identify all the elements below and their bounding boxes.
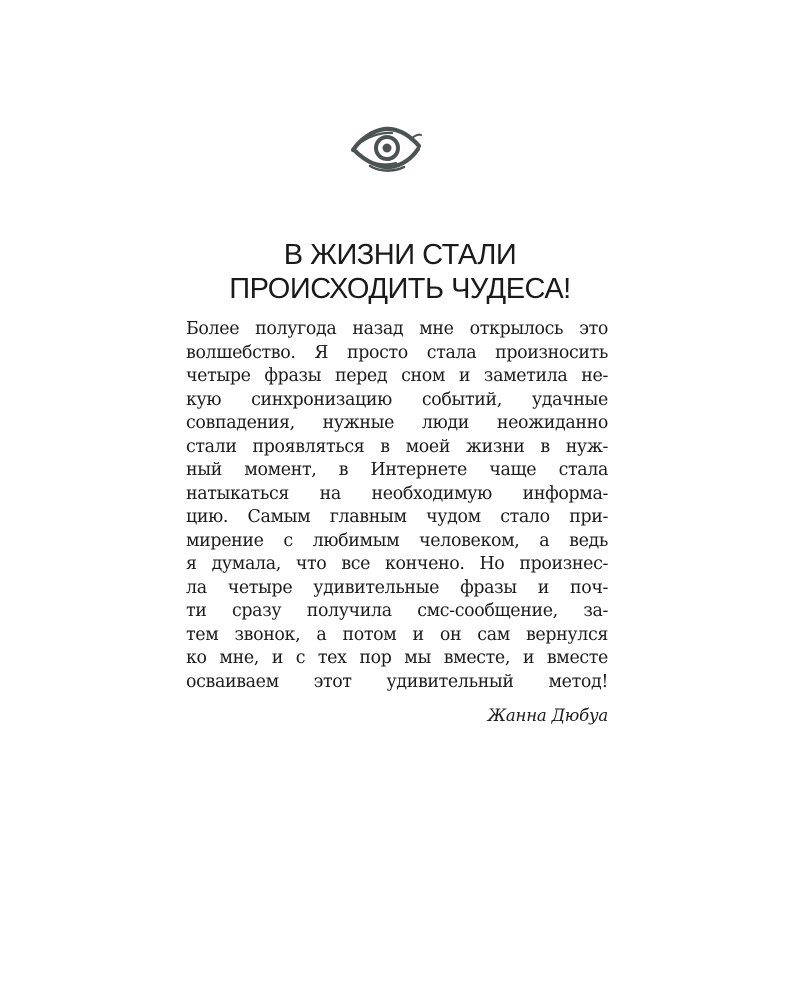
text-line: тем звонок, а потом и он сам вернулся <box>186 624 608 645</box>
text-line: кую синхронизацию событий, удачные <box>186 389 608 410</box>
text-line: мирение с любимым человеком, а ведь <box>186 530 608 551</box>
author-signature: Жанна Дюбуа <box>487 706 608 725</box>
text-line: совпадения, нужные люди неожиданно <box>186 413 608 433</box>
text-line: осваиваем этот удивительный метод! <box>186 671 608 692</box>
text-line: цию. Самым главным чудом стало при- <box>186 507 608 527</box>
text-line: Более полугода назад мне открылось это <box>186 319 608 339</box>
text-line: натыкаться на необходимую информа- <box>186 483 608 504</box>
text-line: ла четыре удивительные фразы и поч- <box>186 577 608 598</box>
text-line: стали проявляться в моей жизни в нуж- <box>186 436 608 457</box>
text-line: ный момент, в Интернете чаще стала <box>186 460 608 480</box>
testimonial-text <box>186 318 608 694</box>
text-line: волшебство. Я просто стала произносить <box>186 342 608 363</box>
heading-line-2: ПРОИСХОДИТЬ ЧУДЕСА! <box>229 273 571 305</box>
text-line: ти сразу получила смс-сообщение, за- <box>186 601 608 621</box>
text-line: четыре фразы перед сном и заметила не- <box>186 366 608 386</box>
eye-icon <box>350 122 422 174</box>
text-line: я думала, что все кончено. Но произнес- <box>186 554 608 574</box>
text-line: ко мне, и с тех пор мы вместе, и вместе <box>186 648 608 668</box>
heading-line-1: В ЖИЗНИ СТАЛИ <box>283 239 517 271</box>
